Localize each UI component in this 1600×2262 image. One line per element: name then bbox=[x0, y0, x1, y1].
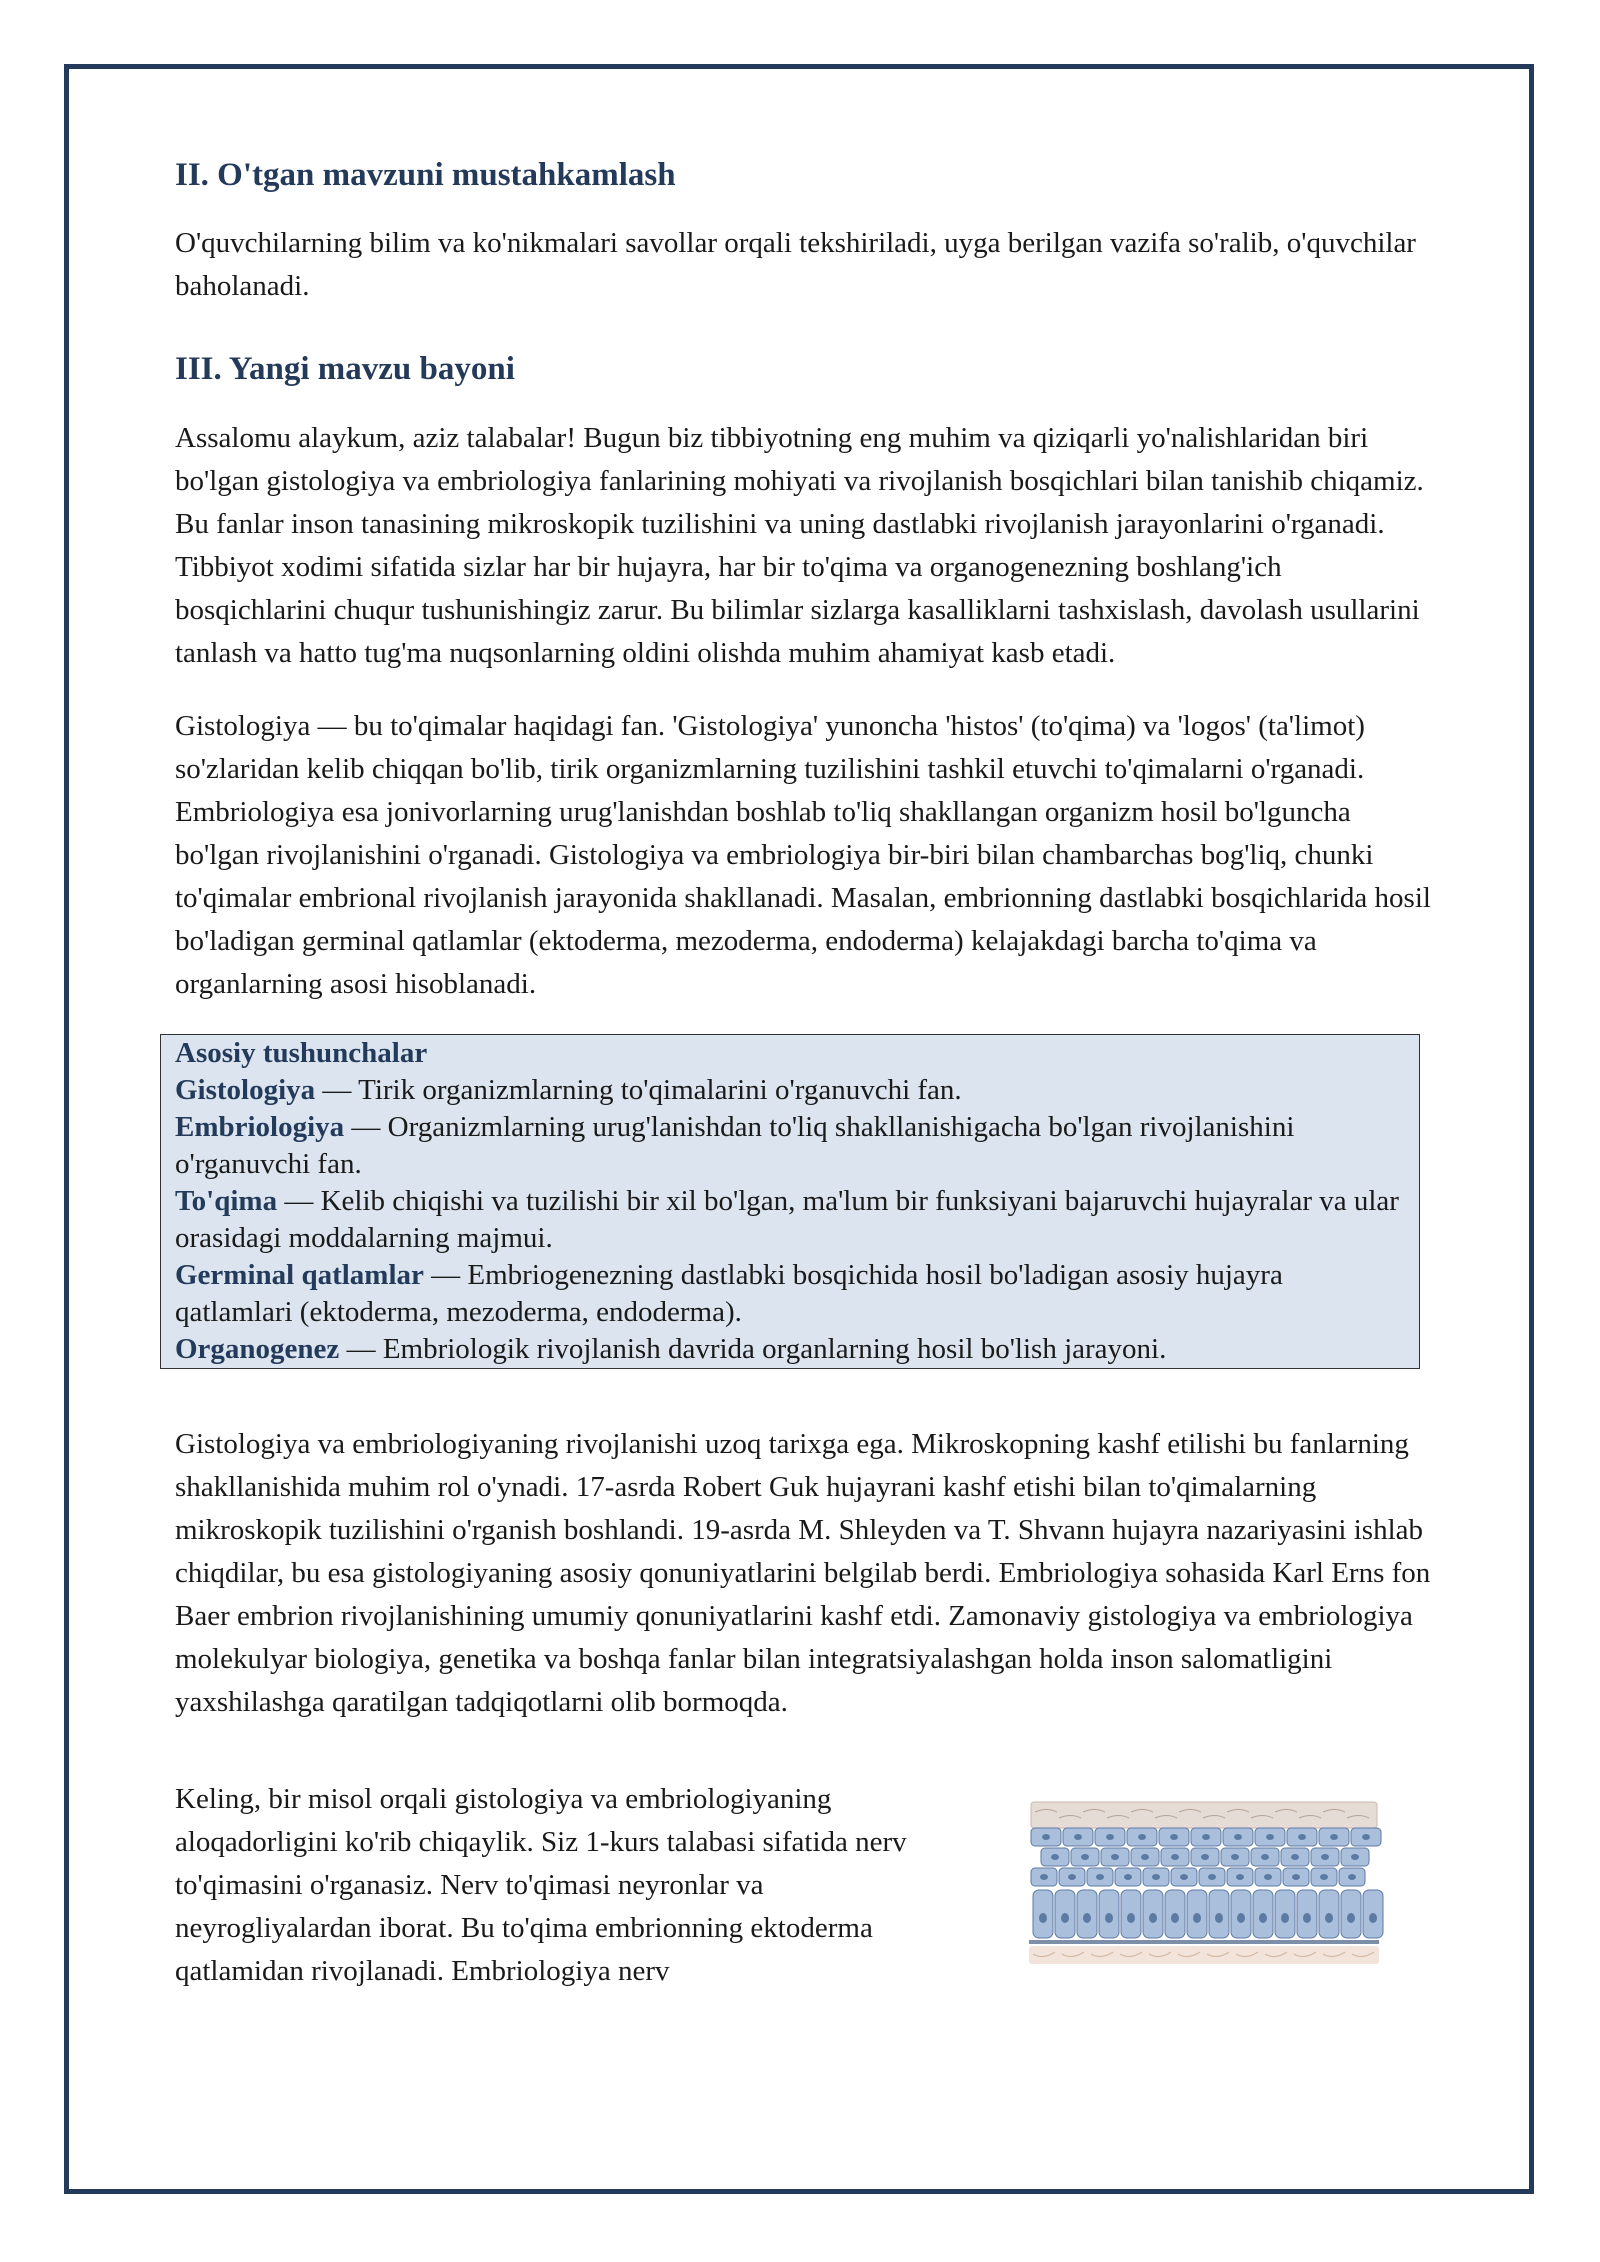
intro-paragraph: Assalomu alaykum, aziz talabalar! Bugun biz tibbiyotning eng muhim va qiziqarli yo'nalishlaridan biri bo'lgan gistologiya va embriologiya fanlarining mohiyati va rivojlanish bosqichlari bilan tanishib chiqamiz. Bu fanlar inson tanasining mikroskopik tuzilishini va uning dastlabki rivojlanish jarayonlarini o'rganadi. Tibbiyot xodimi sifatida sizlar har bir hujayra, har bir to'qima va organogenezning boshlang'ich bosqichlarini chuqur tushunishingiz zarur. Bu bilimlar sizlarga kasalliklarni tashxislash, davolash usullarini tanlash va hatto tug'ma nuqsonlarning oldini olishda muhim ahamiyat kasb etadi. bbox=[175, 422, 1424, 670]
example-paragraph: Keling, bir misol orqali gistologiya va embriologiyaning aloqadorligini ko'rib chiqaylik. Siz 1-kurs talabasi sifatida nerv to'qimasini o'rganasiz. Nerv to'qimasi neyronlar va neyrogliyalardan iborat. Bu to'qima embrionning ektoderma qatlamidan rivojlanadi. Embriologiya nerv bbox=[175, 1783, 907, 1988]
concept-term: Gistologiya bbox=[175, 1074, 316, 1107]
concept-term: To'qima bbox=[175, 1185, 278, 1218]
page-content bbox=[175, 150, 1435, 1993]
section-heading-3: III. Yangi mavzu bayoni bbox=[175, 350, 515, 387]
concept-item bbox=[175, 1109, 1407, 1183]
concept-definition: — Tirik organizmlarning to'qimalarini o'rganuvchi fan. bbox=[315, 1074, 962, 1107]
concept-item bbox=[175, 1331, 1407, 1368]
key-concepts-box bbox=[160, 1034, 1420, 1369]
section-heading-2: II. O'tgan mavzuni mustahkamlash bbox=[175, 157, 676, 193]
concept-definition: — Kelib chiqishi va tuzilishi bir xil bo'lgan, ma'lum bir funksiyani bajaruvchi hujayralar va ular orasidagi moddalarning majmui. bbox=[175, 1185, 1399, 1255]
concept-item bbox=[175, 1257, 1407, 1331]
epithelium-tissue-illustration bbox=[1023, 1798, 1385, 1968]
concept-term: Embriologiya bbox=[175, 1111, 345, 1144]
concept-term: Organogenez bbox=[175, 1333, 340, 1366]
history-paragraph: Gistologiya va embriologiyaning rivojlanishi uzoq tarixga ega. Mikroskopning kashf etilishi bu fanlarning shakllanishida muhim rol o'ynadi. 17-asrda Robert Guk hujayrani kashf etishi bilan to'qimalarning mikroskopik tuzilishini o'rganish boshlandi. 19-asrda M. Shleyden va T. Shvann hujayra nazariyasini ishlab chiqdilar, bu esa gistologiyaning asosiy qonuniyatlarini belgilab berdi. Embriologiya sohasida Karl Erns fon Baer embrion rivojlanishining umumiy qonuniyatlarini kashf etdi. Zamonaviy gistologiya va embriologiya molekulyar biologiya, genetika va boshqa fanlar bilan integratsiyalashgan holda inson salomatligini yaxshilashga qaratilgan tadqiqotlarni olib bormoqda. bbox=[175, 1428, 1431, 1719]
concept-definition: — Embriologik rivojlanish davrida organlarning hosil bo'lish jarayoni. bbox=[339, 1333, 1167, 1366]
concept-definition: — Embriogenezning dastlabki bosqichida hosil bo'ladigan asosiy hujayra qatlamlari (ektoderma, mezoderma, endoderma). bbox=[175, 1259, 1283, 1329]
concept-definition: — Organizmlarning urug'lanishdan to'liq shakllanishigacha bo'lgan rivojlanishini o'rganuvchi fan. bbox=[175, 1111, 1295, 1181]
histology-paragraph: Gistologiya — bu to'qimalar haqidagi fan. 'Gistologiya' yunoncha 'histos' (to'qima) va 'logos' (ta'limot) so'zlaridan kelib chiqqan bo'lib, tirik organizmlarning tuzilishini tashkil etuvchi to'qimalarni o'rganadi. Embriologiya esa jonivorlarning urug'lanishdan boshlab to'liq shakllangan organizm hosil bo'lguncha bo'lgan rivojlanishini o'rganadi. Gistologiya va embriologiya bir-biri bilan chambarchas bog'liq, chunki to'qimalar embrional rivojlanish jarayonida shakllanadi. Masalan, embrionning dastlabki bosqichlarida hosil bo'ladigan germinal qatlamlar (ektoderma, mezoderma, endoderma) kelajakdagi barcha to'qima va organlarning asosi hisoblanadi. bbox=[175, 710, 1431, 1001]
concept-item bbox=[175, 1072, 1407, 1109]
key-concepts-title: Asosiy tushunchalar bbox=[175, 1037, 428, 1070]
concept-term: Germinal qatlamlar bbox=[175, 1259, 424, 1292]
example-section bbox=[175, 1778, 1435, 1993]
concept-item bbox=[175, 1183, 1407, 1257]
section-2-paragraph: O'quvchilarning bilim va ko'nikmalari savollar orqali tekshiriladi, uyga berilgan vazifa so'ralib, o'quvchilar baholanadi. bbox=[175, 226, 1416, 302]
